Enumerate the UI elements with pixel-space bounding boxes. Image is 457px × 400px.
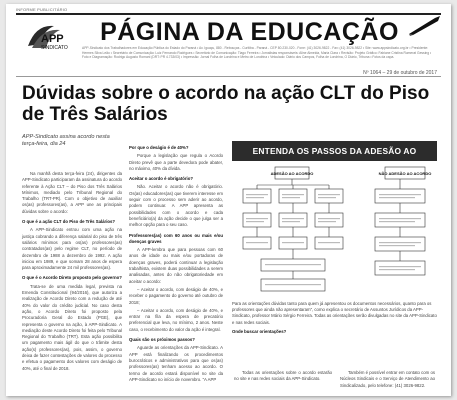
logo-text: APP xyxy=(41,33,64,45)
column-paragraph: Na manhã desta terça-feira (24), dirigentes da APP-Sindicato participaram da assinatura do acordo referente à Ação CLT – do Piso dos Três Salários Mínimos, mediado pelo Tribunal Regional do Trabalho (TRT-PR). Com o objetivo de auxiliar os(as) professores(as), a APP une as principais dúvidas sobre o acordo: xyxy=(22,171,122,214)
article-column-2 xyxy=(129,141,223,385)
column-paragraph: Porque a legislação que regula o Acordo Direto prevê que a parte devedora pode abater, no máximo, 40% da dívida. xyxy=(129,153,223,171)
article-column-3 xyxy=(234,370,332,385)
logo-subtext: SINDICATO xyxy=(41,45,68,51)
column-paragraph: A APP-lembra que para pessoas com 60 anos de idade ou mais e/ou portadoras de doenças graves, poderá continuar a legislação trabalhista, existem duas possibilidades a serem analisadas, antes do não obrigatoriedade em aceitar o acordo: xyxy=(129,247,223,284)
header-rule xyxy=(16,76,441,77)
pen-icon xyxy=(407,14,443,36)
flow-left-head: ADESÃO AO ACORDO xyxy=(270,171,314,176)
masthead-info: APP-Sindicato dos Trabalhadores em Educação Pública do Estado do Paraná • Av. Iguaçu, 880 - Rebouças - Curitiba - Paraná - CEP 80.230-020 - Fone: (41) 3026-9822 - Fax: (41) 3026-9822 • Site: www.appsindicato.org.br • Presidente: Hermes Silva Leão • Secretário de Comunicação: Luiz Fernando Rodrigues • Secretário de Comunicação: Tiago Ferreira • Jornalistas responsáveis: Aline Almeida, Maria Clara • Revisão: Projeto Gráfico: Fabiane Cristina Rumerat Gessing • Foto e Diagramação: Rodrigo Augusto Romani (DRT: PR 4.733/03) • Impressão: Jornal Folha de Londrina e Metro de Londrina • Veiculado: Diário dos Campos, Folha de Londrina, O Diário, Tribuna • Fotos da capa. xyxy=(82,46,432,60)
column-subheading: O que é o Acordo Direto proposto pelo governo? xyxy=(22,275,122,281)
infographic-text xyxy=(232,301,437,335)
article-column-1 xyxy=(22,171,122,374)
column-paragraph: – Aceitar o acordo, com deságio de 40%, e entrar na fila da espera de precatório preferencial que leva, no mínimo, 2 anos. Neste caso, o recebimento do valor da ação é integral. xyxy=(129,307,223,332)
infographic-subheading: Onde buscar orientações? xyxy=(232,328,287,334)
issue-date: Nº 1064 – 29 de outubro de 2017 xyxy=(363,70,437,76)
steps-infographic xyxy=(232,141,437,366)
infographic-title: ENTENDA OS PASSOS DA ADESÃO AO ACORDO: xyxy=(232,141,437,161)
column-subheading: Quais são os próximos passos? xyxy=(129,337,195,343)
column-subheading: Professores(as) com 60 anos ou mais e/ou doenças graves xyxy=(129,232,223,244)
column-subheading: Por que o deságio é de 40%? xyxy=(129,145,189,150)
page-title: PÁGINA DA EDUCAÇÃO xyxy=(100,18,399,46)
column-subheading: Aceitar o acordo é obrigatório? xyxy=(129,176,193,182)
infographic-body: Para as orientações dúvidas tanto para quem já apresentou os documentos necessários, quanto para os professores que ainda não apresentaram”, como explica o secretário de Assuntos Jurídicos da APP-Sindicato, professor Mário Sérgio Ferreira. Todas as orientações serão divulgadas no site da APP-Sindicato e nas redes sociais. xyxy=(232,301,437,325)
article-lead: APP-Sindicato assina acordo nesta terça-feira, dia 24 xyxy=(22,134,110,148)
column-paragraph: Trata-se de uma medida legal, prevista na Emenda Constitucional (94/2016), que autoriza a realização de Acordo Direto com a redução de até 40% do valor do crédito judicial. No caso desta ação, o Acordo Direto foi proposto pela Procuradoria Geral do Estado (PGE), que representa o governo na ação, à APP-Sindicato. A mediação deste Acordo Direto foi feita pelo Tribunal Regional do Trabalho (TRT). Esta ação possibilita um pagamento mais ágil do que o trâmite desta ação(s) professores(as), pois, assim, o governo deixa de fazer contestações de valores do processo e efetua o pagamento dos valores com deságio de 40%, até o final de 2018. xyxy=(22,283,122,371)
column-paragraph: – Aceitar o acordo, com deságio de 40%, e receber o pagamento do governo até outubro de 2018; xyxy=(129,286,223,305)
column-paragraph: Aguarde as orientações da APP-Sindicato. A APP está finalizando os procedimentos burocráticos e administrativos para que os(as) professores(as) tenham acesso ao acordo. O termo de acordo estará disponível no site da APP-Sindicato no início de novembro. “A APP xyxy=(129,345,223,382)
article-column-4 xyxy=(340,370,435,391)
column-3-text: Todas as orientações sobre o acordo estarão no site e nas redes sociais da APP-Sindicato. xyxy=(234,370,332,382)
section-tagline: INFORME PUBLICITÁRIO xyxy=(16,7,68,12)
app-sindicato-logo xyxy=(24,20,76,54)
column-subheading: O que é a ação CLT do Piso de Três Salários? xyxy=(22,219,116,225)
flowchart-diagram xyxy=(235,165,434,296)
newspaper-page xyxy=(6,4,451,396)
article-headline: Dúvidas sobre o acordo na ação CLT do Piso de Três Salários xyxy=(22,83,430,125)
flow-right-head: NÃO ADESÃO AO ACORDO xyxy=(378,171,432,176)
column-4-text: Também é possível entrar em contato com os Núcleos Sindicais e o Serviço de Atendimento ao Sindicalizado, pelo telefone: (41) 3026-9822. xyxy=(340,370,435,388)
column-paragraph: Não. Aceitar o acordo não é obrigatório. Os(as) educadores(as) que tiverem interesse em seguir com o processo sem aderir ao acordo, podem continuar. A APP apresenta as possibilidades com o acordo e cada beneficiário(a) da ação decide o que julga ser a melhor opção para o seu caso. xyxy=(129,184,223,228)
top-rule xyxy=(16,13,441,15)
column-paragraph: A APP-Sindicato entrou com uma ação na justiça cobrando a diferença salarial do piso de três salários mínimos para os(as) professores(as) contratados(as) pelo regime CLT, no período de dezembro de 1988 a dezembro de 1992. A ação iniciou em 1989, e que somam 28 anos de espera para aproximadamente 24 mil professores(as). xyxy=(22,227,122,271)
